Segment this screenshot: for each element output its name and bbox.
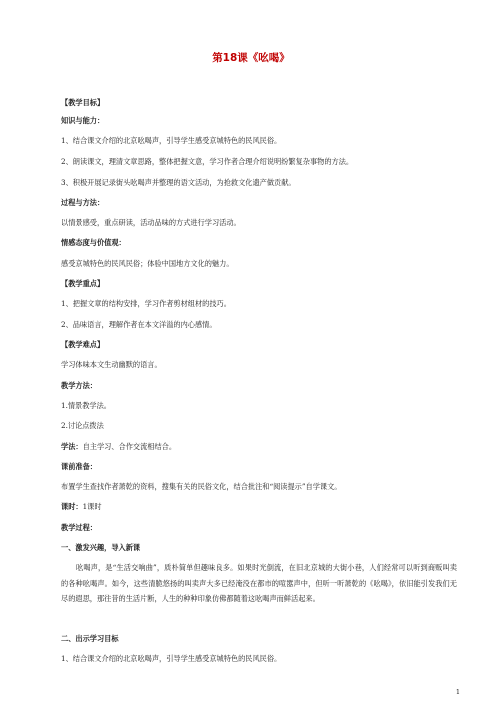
line-value: 自主学习、合作交流相结合。 bbox=[82, 442, 177, 451]
text-line: 2、朗读课文，理清文章思路，整体把握文意，学习作者合理介绍说明纷繁复杂事物的方法。 bbox=[61, 157, 354, 166]
text-line: 二、出示学习目标 bbox=[61, 634, 119, 643]
line-value: 1课时 bbox=[82, 502, 102, 511]
text-line: 过程与方法： bbox=[61, 198, 105, 207]
line-label: 课时： bbox=[61, 502, 83, 511]
text-line: 1、把握文章的结构安排，学习作者剪材组材的技巧。 bbox=[61, 299, 231, 308]
text-line: 2、品味语言，理解作者在本文洋溢的内心感情。 bbox=[61, 320, 217, 329]
text-line: 课前准备： bbox=[61, 462, 97, 471]
intro-paragraph: 吆喝声，是“生活交响曲”，质朴简单但趣味良多。如果时光倒流，在旧北京城的大街小巷，人们经常可以听到商贩叫卖的各种吆喝声。如今，这些清脆悠扬的叫卖声大多已经淹没在都市的喧嚣声中，但听一听萧乾的《吆喝》，依旧能引发我们无尽的遐思，那往昔的生活片断，人生的种种印象仿佛都随着这吆喝声而鲜活起来。 bbox=[61, 563, 457, 603]
text-line: 教学过程： bbox=[61, 523, 97, 532]
line-label: 学法： bbox=[61, 442, 83, 451]
text-line: 以情景感受，重点研读，活动品味的方式进行学习活动。 bbox=[61, 218, 241, 227]
text-line: 学习体味本文生动幽默的语言。 bbox=[61, 360, 162, 369]
text-line: 2.讨论点拨法 bbox=[61, 421, 104, 430]
text-line: 【教学难点】 bbox=[61, 340, 105, 349]
lesson-title: 第18课《吆喝》 bbox=[212, 52, 290, 64]
text-line: 【教学重点】 bbox=[61, 279, 105, 288]
text-line: 一、激发兴趣，导入新课 bbox=[61, 543, 141, 552]
text-line: 1、结合课文介绍的北京吆喝声，引导学生感受京城特色的民风民俗。 bbox=[61, 136, 282, 145]
text-line: 1、结合课文介绍的北京吆喝声，引导学生感受京城特色的民风民俗。 bbox=[61, 654, 282, 663]
text-line: 3、积极开展记录街头吆喝声并整理的语文活动，为抢救文化遗产做贡献。 bbox=[61, 178, 296, 187]
text-line: 布置学生查找作者萧乾的资料，搜集有关的民俗文化，结合批注和“阅读提示”自学课文。 bbox=[61, 482, 342, 491]
text-line bbox=[61, 502, 461, 512]
text-line: 知识与能力： bbox=[61, 116, 105, 125]
text-line: 【教学目标】 bbox=[61, 98, 105, 107]
text-line: 情感态度与价值观： bbox=[61, 238, 126, 247]
text-line: 1.情景教学法。 bbox=[61, 401, 111, 410]
text-line: 教学方法： bbox=[61, 381, 97, 390]
text-line: 感受京城特色的民风民俗；体验中国地方文化的魅力。 bbox=[61, 259, 234, 268]
text-line bbox=[61, 442, 461, 452]
page-number: 1 bbox=[455, 688, 460, 696]
